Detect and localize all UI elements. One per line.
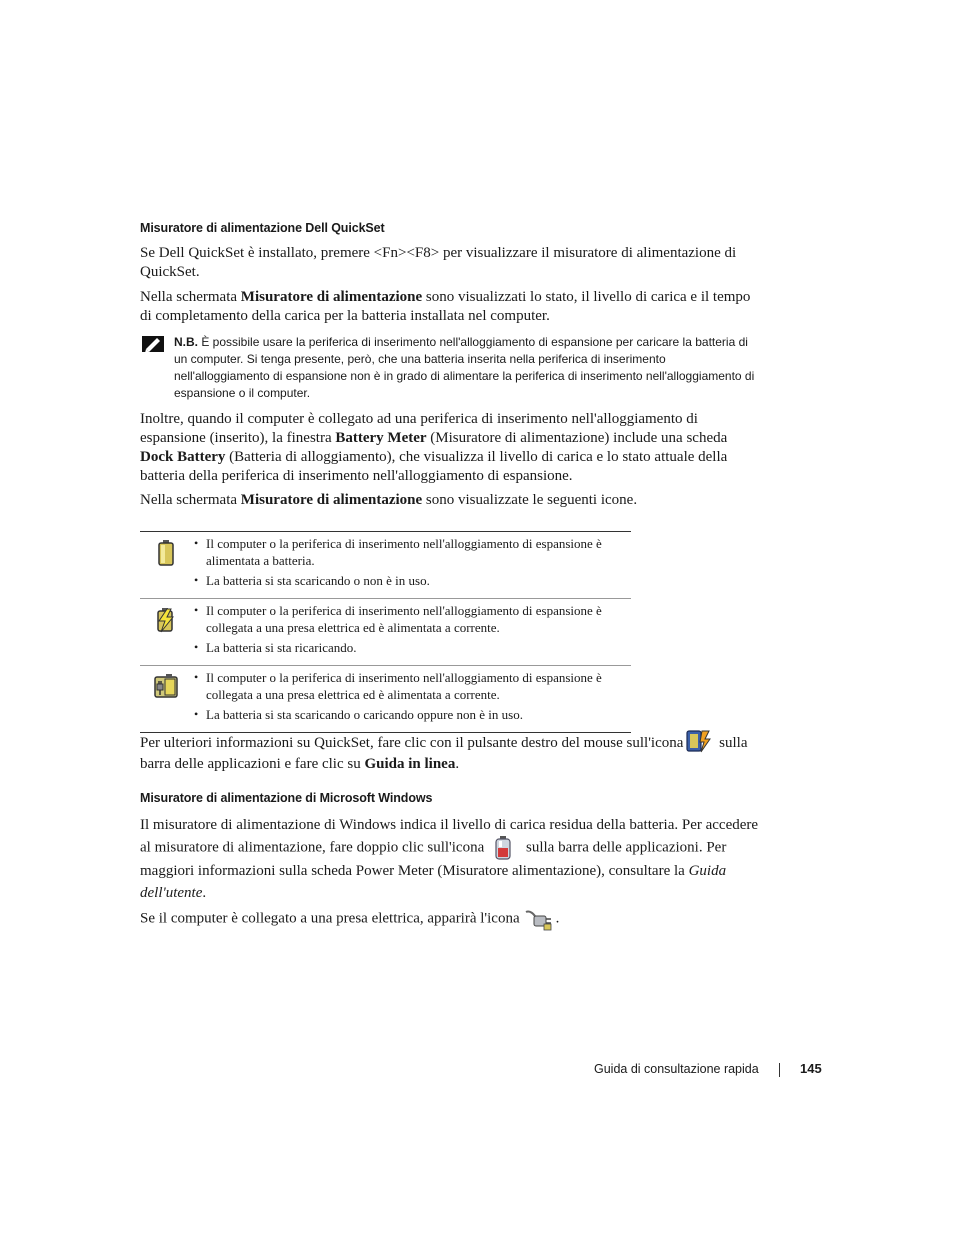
paragraph-quickset-intro: Se Dell QuickSet è installato, premere <Fn><F8> per visualizzare il misuratore di alimentazione di QuickSet. [140, 245, 737, 280]
paragraph-meter-screen: Nella schermata Misuratore di alimentazione sono visualizzati lo stato, il livello di carica e il tempo di completamento della carica per la batteria installata nel computer. [140, 289, 751, 324]
footer-title: Guida di consultazione rapida [594, 1062, 759, 1076]
footer-divider [779, 1063, 780, 1077]
note-text: N.B. È possibile usare la periferica di inserimento nell'alloggiamento di espansione per caricare la batteria di un computer. Si tenga presente, però, che una batteria inserita nella periferica di inserimento nell'alloggiamento di espansione non è in grado di alimentare la periferica di inserimento nell'alloggiamento di espansione o il computer. [174, 335, 755, 400]
section-heading-quickset: Misuratore di alimentazione Dell QuickSet [140, 221, 385, 235]
ac-plug-icon [524, 906, 554, 932]
paragraph-windows-meter: Il misuratore di alimentazione di Windows indica il livello di carica residua della batteria. Per accedere al misuratore di alimentazione, fare doppio clic sull'icona sulla barra delle applicazioni. Per maggiori informazioni sulla scheda Power Meter (Misuratore alimentazione), consultare la Guida dell'utente. [140, 817, 759, 901]
table-row [140, 666, 631, 733]
list-item: • La batteria si sta scaricando o non è in uso. [140, 572, 631, 589]
paragraph-dock-battery: Inoltre, quando il computer è collegato ad una periferica di inserimento nell'alloggiamento di espansione (inserito), la finestra Battery Meter (Misuratore di alimentazione) include una scheda Dock Battery (Batteria di alloggiamento), che visualizza il livello di carica e lo stato attuale della batteria della periferica di inserimento nell'alloggiamento di espansione. [140, 411, 728, 484]
list-item: • La batteria si sta ricaricando. [140, 639, 631, 656]
windows-battery-icon [492, 836, 514, 860]
table-row [140, 532, 631, 599]
table-row [140, 599, 631, 666]
list-item: • Il computer o la periferica di inserimento nell'alloggiamento di espansione è alimentata a batteria. [140, 535, 631, 569]
list-item: • Il computer o la periferica di inserimento nell'alloggiamento di espansione è collegata a una presa elettrica ed è alimentata a corrente. [140, 602, 631, 636]
page-number: 145 [800, 1061, 822, 1076]
note-pencil-icon [142, 334, 164, 354]
quickset-icon [686, 728, 712, 754]
section-heading-windows: Misuratore di alimentazione di Microsoft Windows [140, 791, 433, 805]
paragraph-ac-plug: Se il computer è collegato a una presa elettrica, apparirà l'icona . [140, 906, 760, 932]
paragraph-quickset-help: Per ulteriori informazioni su QuickSet, fare clic con il pulsante destro del mouse sull'icona sulla barra delle applicazioni e fare clic su Guida in linea. [140, 733, 760, 774]
battery-icon-table [140, 531, 631, 733]
paragraph-icons-intro: Nella schermata Misuratore di alimentazione sono visualizzate le seguenti icone. [140, 492, 638, 508]
list-item: • Il computer o la periferica di inserimento nell'alloggiamento di espansione è collegata a una presa elettrica ed è alimentata a corrente. [140, 669, 631, 703]
list-item: • La batteria si sta scaricando o caricando oppure non è in uso. [140, 706, 631, 723]
